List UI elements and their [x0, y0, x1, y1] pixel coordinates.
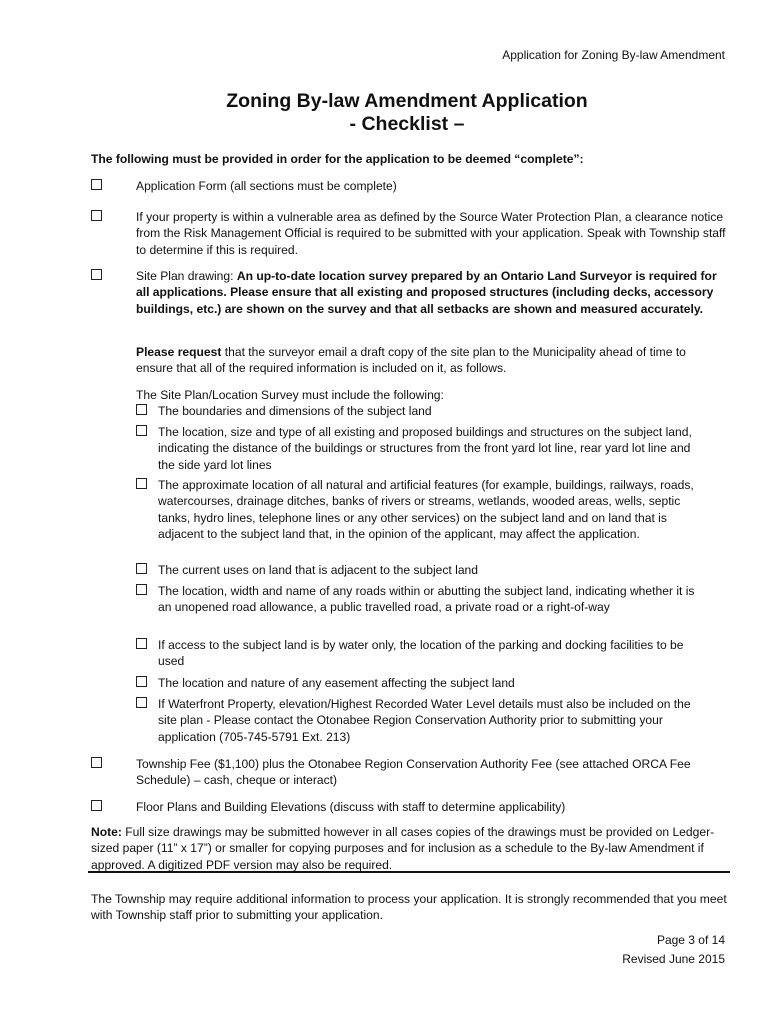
checkbox[interactable]	[136, 563, 147, 574]
survey-item-text: If access to the subject land is by water only, the location of the parking and docking facilities to be used	[158, 638, 684, 669]
survey-item-buildings	[136, 424, 696, 473]
revision-date: Revised June 2015	[622, 952, 725, 966]
title-line-2: - Checklist –	[349, 113, 465, 135]
please-request-label: Please request	[136, 345, 222, 359]
checkbox[interactable]	[136, 425, 147, 436]
survey-item-features	[136, 477, 696, 543]
survey-item-waterfront	[136, 696, 696, 745]
checklist-item-site-plan	[91, 268, 731, 317]
checkbox[interactable]	[91, 800, 102, 811]
checklist-item-township-fee	[91, 756, 731, 789]
checkbox[interactable]	[91, 210, 102, 221]
survey-item-text: The approximate location of all natural and artificial features (for example, buildings, railways, roads, watercourses, drainage ditches, banks of rivers or streams, wetlands, wooded areas, wells, septic tanks, hydro lines, telephone lines or any other services) on the subject land and on land that is adjacent to the subject land that, in the opinion of the applicant, may affect the application.	[158, 478, 694, 542]
title-line-1: Zoning By-law Amendment Application	[226, 90, 588, 112]
survey-item-text: The location, size and type of all existing and proposed buildings and structures on the subject land, indicating the distance of the buildings or structures from the front yard lot line, rear yard lot line and the side yard lot lines	[158, 425, 692, 472]
survey-item-boundaries	[136, 403, 696, 419]
survey-item-easements	[136, 675, 696, 691]
checklist-item-floor-plans	[91, 799, 731, 815]
survey-intro: The Site Plan/Location Survey must include the following:	[136, 388, 444, 402]
checkbox[interactable]	[91, 179, 102, 190]
site-plan-label: Site Plan drawing:	[136, 269, 237, 283]
please-request-paragraph	[136, 344, 696, 377]
divider	[88, 871, 730, 873]
checkbox[interactable]	[136, 697, 147, 708]
note-label: Note:	[91, 825, 122, 839]
survey-item-current-uses	[136, 562, 696, 578]
site-plan-requirement: An up-to-date location survey prepared by an Ontario Land Surveyor is required for all applications. Please ensure that all existing and proposed structures (including decks, accessory buildings, etc.) are shown on the survey and that all setbacks are shown and measured accurately.	[136, 269, 717, 316]
checkbox[interactable]	[136, 584, 147, 595]
item-text: If your property is within a vulnerable area as defined by the Source Water Protection Plan, a clearance notice from the Risk Management Official is required to be submitted with your application. Speak with Township staff to determine if this is required.	[136, 210, 726, 257]
survey-item-roads	[136, 583, 696, 616]
survey-item-water-access	[136, 637, 696, 670]
please-request-text: that the surveyor email a draft copy of the site plan to the Municipality ahead of time to ensure that all of the required information is included on it, as follows.	[136, 345, 686, 376]
note-text: Full size drawings may be submitted however in all cases copies of the drawings must be provided on Ledger-sized paper (11” x 17”) or smaller for copying purposes and for inclusion as a schedule to the By-law Amendment if approved. A digitized PDF version may also be required.	[91, 825, 715, 872]
note-paragraph	[91, 824, 731, 873]
item-text: Floor Plans and Building Elevations (discuss with staff to determine applicability)	[136, 800, 566, 814]
checkbox[interactable]	[136, 404, 147, 415]
page-title	[0, 90, 770, 136]
closing-paragraph: The Township may require additional information to process your application. It is strongly recommended that you meet with Township staff prior to submitting your application.	[91, 892, 727, 923]
intro-statement: The following must be provided in order for the application to be deemed “complete”:	[91, 152, 584, 166]
survey-item-text: The current uses on land that is adjacent to the subject land	[158, 563, 479, 577]
checkbox[interactable]	[136, 478, 147, 489]
item-text: Application Form (all sections must be complete)	[136, 179, 397, 193]
item-text: Township Fee ($1,100) plus the Otonabee Region Conservation Authority Fee (see attached ORCA Fee Schedule) – cash, cheque or interact)	[136, 757, 691, 788]
running-header: Application for Zoning By-law Amendment	[502, 48, 725, 62]
checklist-item-source-water	[91, 209, 731, 258]
survey-item-text: The location, width and name of any roads within or abutting the subject land, indicating whether it is an unopened road allowance, a public travelled road, a private road or a right-of-way	[158, 584, 695, 615]
checkbox[interactable]	[136, 676, 147, 687]
checklist-item-application-form	[91, 178, 731, 194]
page-number: Page 3 of 14	[656, 933, 725, 947]
checkbox[interactable]	[91, 757, 102, 768]
survey-item-text: If Waterfront Property, elevation/Highest Recorded Water Level details must also be included on the site plan - Please contact the Otonabee Region Conservation Authority prior to submitting your application (705-745-5791 Ext. 213)	[158, 697, 691, 744]
item-text	[136, 268, 731, 317]
checkbox[interactable]	[136, 638, 147, 649]
checkbox[interactable]	[91, 269, 102, 280]
survey-item-text: The location and nature of any easement affecting the subject land	[158, 676, 515, 690]
survey-item-text: The boundaries and dimensions of the subject land	[158, 404, 432, 418]
